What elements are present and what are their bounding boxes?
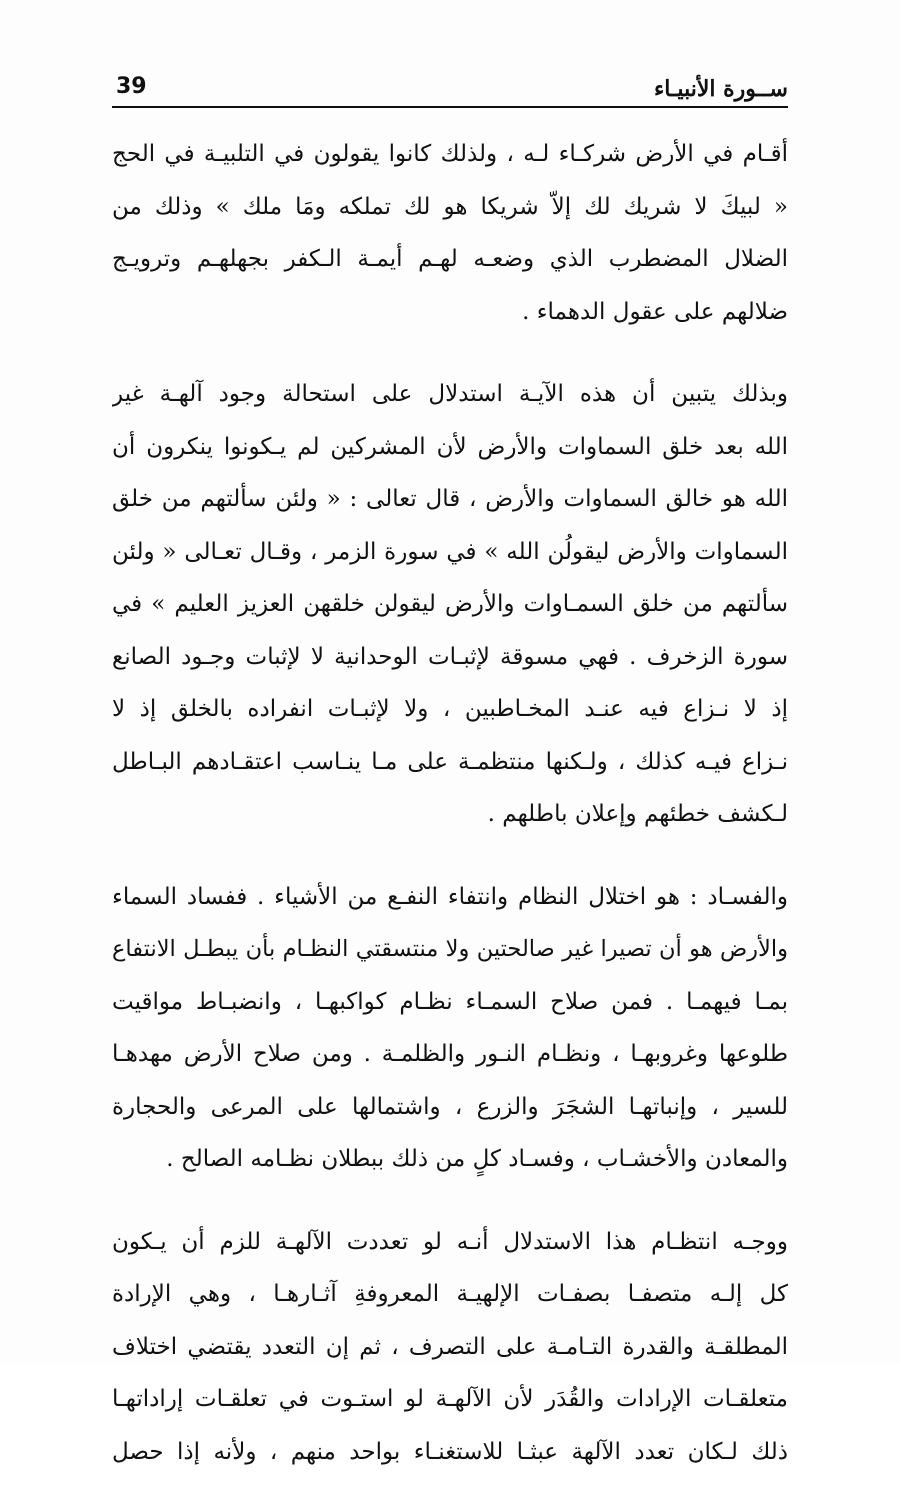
text-line: والمعادن والأخشـاب ، وفسـاد كلٍ من ذلك ببطلان نظـامه الصالح .	[166, 1146, 788, 1172]
page-header	[112, 70, 788, 108]
running-title: ســورة الأنبيـاء	[653, 76, 788, 102]
text-line: سألتهم من خلق السمـاوات والأرض ليقولن خلقهن العزيز العليم » في	[112, 591, 788, 617]
text-line: المطلقـة والقدرة التـامـة على التصرف ، ثم إن التعدد يقتضي اختلاف	[112, 1333, 788, 1360]
paragraph	[112, 871, 788, 1186]
text-line: الله بعد خلق السماوات والأرض لأن المشركين لم يـكونوا ينكرون أن	[112, 433, 788, 460]
body-text	[112, 128, 788, 1508]
text-line: متعلقـات الإرادات والقُدَر لأن الآلهـة لو استـوت في تعلقـات إراداتهـا	[112, 1386, 788, 1412]
paragraph	[112, 1216, 788, 1479]
text-line: « لبيكَ لا شريك لك إلاّ شريكا هو لك تملكه ومَا ملك » وذلك من	[112, 193, 788, 220]
paragraph	[112, 128, 788, 338]
text-line: والأرض هو أن تصيرا غير صالحتين ولا منتسقتي النظـام بأن يبطـل الانتفاع	[112, 936, 788, 962]
text-line: ذلك لـكان تعدد الآلهة عبثـا للاستغنـاء بواحد منهم ، ولأنه إذا حصل	[112, 1438, 788, 1465]
text-line: الله هو خالق السماوات والأرض ، قال تعالى : « ولئن سألتهم من خلق	[112, 486, 788, 512]
text-line: طلوعها وغروبهـا ، ونظـام النـور والظلمـة . ومن صلاح الأرض مهدهـا	[112, 1041, 788, 1067]
text-line: بمـا فيهمـا . فمن صلاح السمـاء نظـام كواكبهـا ، وانضبـاط مواقيت	[112, 988, 788, 1015]
text-line: سورة الزخرف . فهي مسوقة لإثبـات الوحدانية لا لإثبات وجـود الصانع	[112, 643, 788, 670]
text-line: نـزاع فيـه كذلك ، ولـكنها منتظمـة على مـا ينـاسب اعتقـادهم البـاطل	[112, 748, 788, 775]
paragraph	[112, 368, 788, 841]
text-line: للسير ، وإنباتهـا الشجَرَ والزرع ، واشتمالها على المرعى والحجارة	[112, 1093, 788, 1120]
text-line: السماوات والأرض ليقولُن الله » في سورة الزمر ، وقـال تعـالى « ولئن	[112, 538, 788, 565]
text-line: إذ لا نـزاع فيه عنـد المخـاطبين ، ولا لإثبـات انفراده بالخلق إذ لا	[112, 696, 788, 722]
text-line: والفسـاد : هو اختلال النظام وانتفاء النفـع من الأشياء . ففساد السماء	[112, 883, 788, 910]
text-line: وبذلك يتبين أن هذه الآيـة استدلال على استحالة وجود آلهـة غير	[112, 381, 788, 407]
text-line: ووجـه انتظـام هذا الاستدلال أنـه لو تعددت الآلهـة للزم أن يـكون	[112, 1228, 788, 1255]
text-line: أقـام في الأرض شركـاء لـه ، ولذلك كانوا يقولون في التلبيـة في الحج	[112, 141, 788, 167]
text-line: كل إلـه متصفـا بصفـات الإلهيـة المعروفةِ آثـارهـا ، وهي الإرادة	[112, 1281, 788, 1307]
text-line: الضلال المضطرب الذي وضعـه لهـم أيمـة الـكفر بجهلهـم وترويـج	[112, 246, 788, 272]
text-line: لـكشف خطئهم وإعلان باطلهم .	[487, 801, 788, 827]
text-line: ضلالهم على عقول الدهماء .	[522, 298, 788, 325]
page-number: 39	[116, 74, 147, 99]
